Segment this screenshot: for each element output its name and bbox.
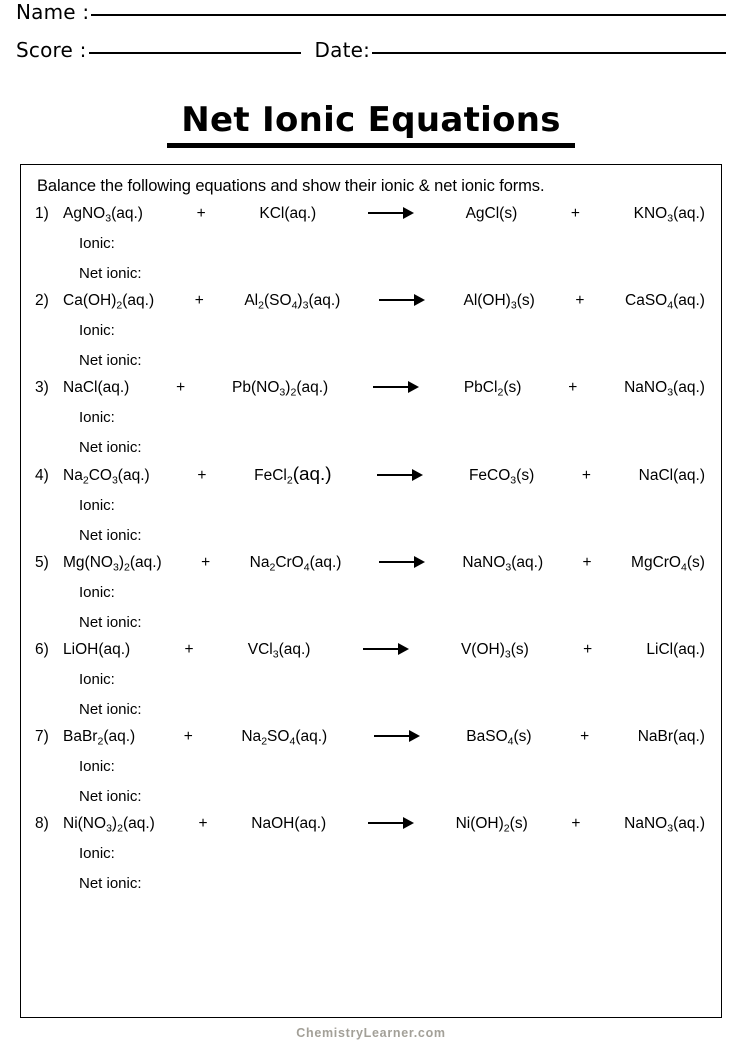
chemical-formula: LiCl(aq.) [646,641,705,658]
chemical-formula: BaSO$_4$(s) [466,728,532,748]
problem-3 [35,377,707,458]
problem-2 [35,290,707,371]
chemical-formula: CaSO$_4$(aq.) [625,292,705,312]
chemical-formula: $Pb(NO_3)_2(aq.)$ [232,379,329,399]
plus-sign: + [570,205,580,222]
problem-5 [35,552,707,633]
plus-sign: + [571,815,581,832]
equation-body [63,290,707,311]
chemical-formula: VCl$_3$(aq.) [247,641,311,661]
plus-sign: + [568,379,578,396]
plus-sign: + [184,641,194,658]
problem-number: 1) [35,205,49,222]
chemical-formula: $V(OH)_3(s)$ [460,641,529,661]
problem-number: 3) [35,379,49,396]
ionic-answer-line[interactable]: Ionic: [79,322,115,339]
equation-body [63,639,707,660]
equation-body [63,726,707,747]
equation-line [35,726,707,747]
net-ionic-answer-line[interactable]: Net ionic: [79,265,142,282]
site-credit: ChemistryLearner.com [296,1026,446,1040]
problem-list [35,203,707,894]
problem-number: 6) [35,641,49,658]
chemical-formula: $Ni(OH)_2(s)$ [455,815,528,835]
chemical-formula: $Al(OH)_3(s)$ [463,292,535,312]
chemical-formula: FeCl$_2$(aq.) [254,464,332,487]
reaction-arrow-icon [368,207,414,219]
name-row [16,0,726,38]
problem-1 [35,203,707,284]
chemical-formula: $Ni(NO_3)_2(aq.)$ [63,815,155,835]
ionic-answer-line[interactable]: Ionic: [79,584,115,601]
worksheet-box [20,164,722,1018]
problem-7 [35,726,707,807]
problem-number: 5) [35,554,49,571]
net-ionic-answer-line[interactable]: Net ionic: [79,439,142,456]
chemical-formula: PbCl$_2$(s) [463,379,522,399]
plus-sign: + [197,467,207,484]
score-date-row [16,38,726,76]
net-ionic-answer-line[interactable]: Net ionic: [79,788,142,805]
plus-sign: + [198,815,208,832]
plus-sign: + [183,728,193,745]
chemical-formula: MgCrO$_4$(s) [631,554,705,574]
chemical-formula: $Mg(NO_3)_2(aq.)$ [63,554,162,574]
chemical-formula: LiOH(aq.) [63,641,131,658]
plus-sign: + [580,728,590,745]
problem-6 [35,639,707,720]
plus-sign: + [176,379,186,396]
problem-8 [35,813,707,894]
ionic-answer-line[interactable]: Ionic: [79,845,115,862]
plus-sign: + [201,554,211,571]
ionic-answer-line[interactable]: Ionic: [79,409,115,426]
worksheet-header [0,0,742,76]
equation-body [63,464,707,486]
net-ionic-answer-line[interactable]: Net ionic: [79,614,142,631]
score-label: Score : [16,38,87,62]
chemical-formula: $Na_2CrO_4(aq.)$ [249,554,342,574]
equation-body [63,377,707,398]
reaction-arrow-icon [374,730,420,742]
chemical-formula: AgCl(s) [465,205,518,222]
title-block [0,100,742,148]
reaction-arrow-icon [363,643,409,655]
ionic-answer-line[interactable]: Ionic: [79,671,115,688]
chemical-formula: NaNO$_3$(aq.) [462,554,544,574]
equation-body [63,552,707,573]
plus-sign: + [196,205,206,222]
date-write-line[interactable] [372,52,726,54]
reaction-arrow-icon [368,817,414,829]
chemical-formula: $Ca(OH)_2(aq.)$ [63,292,155,312]
chemical-formula: $Na_2SO_4(aq.)$ [241,728,328,748]
reaction-arrow-icon [377,469,423,481]
chemical-formula: $KNO_3(aq.)$ [633,205,705,225]
plus-sign: + [575,292,585,309]
ionic-answer-line[interactable]: Ionic: [79,235,115,252]
chemical-formula: KCl(aq.) [259,205,317,222]
date-label: Date: [314,38,371,62]
reaction-arrow-icon [379,556,425,568]
net-ionic-answer-line[interactable]: Net ionic: [79,527,142,544]
plus-sign: + [581,467,591,484]
plus-sign: + [194,292,204,309]
problem-number: 7) [35,728,49,745]
chemical-formula: $Al_2(SO_4)_3(aq.)$ [244,292,341,312]
page-title: Net Ionic Equations [181,100,561,140]
chemical-formula: NaNO$_3$(aq.) [624,379,705,399]
equation-line [35,813,707,834]
chemical-formula: NaCl(aq.) [63,379,130,396]
name-write-line[interactable] [91,14,726,16]
chemical-formula: BaBr$_2$(aq.) [63,728,136,748]
equation-line [35,203,707,224]
reaction-arrow-icon [379,294,425,306]
problem-4 [35,464,707,546]
problem-number: 8) [35,815,49,832]
net-ionic-answer-line[interactable]: Net ionic: [79,352,142,369]
instruction-text: Balance the following equations and show their ionic & net ionic forms. [37,177,545,195]
ionic-answer-line[interactable]: Ionic: [79,758,115,775]
chemical-formula: NaBr(aq.) [637,728,705,745]
name-label: Name : [16,0,90,24]
equation-line [35,552,707,573]
title-underline [167,143,575,148]
problem-number: 2) [35,292,49,309]
chemical-formula: AgNO$_3$(aq.) [63,205,143,225]
score-write-line[interactable] [89,52,301,54]
chemical-formula: NaNO$_3$(aq.) [624,815,705,835]
chemical-formula: NaCl(aq.) [638,467,705,484]
equation-body [63,203,707,224]
chemical-formula: FeCO$_3$(s) [468,467,535,487]
plus-sign: + [583,641,593,658]
net-ionic-answer-line[interactable]: Net ionic: [79,875,142,892]
reaction-arrow-icon [373,381,419,393]
plus-sign: + [582,554,592,571]
equation-line [35,464,707,486]
equation-body [63,813,707,834]
chemical-formula: NaOH(aq.) [251,815,327,832]
equation-line [35,290,707,311]
chemical-formula: $Na_2CO_3(aq.)$ [63,467,150,487]
ionic-answer-line[interactable]: Ionic: [79,497,115,514]
net-ionic-answer-line[interactable]: Net ionic: [79,701,142,718]
equation-line [35,377,707,398]
equation-line [35,639,707,660]
problem-number: 4) [35,467,49,484]
